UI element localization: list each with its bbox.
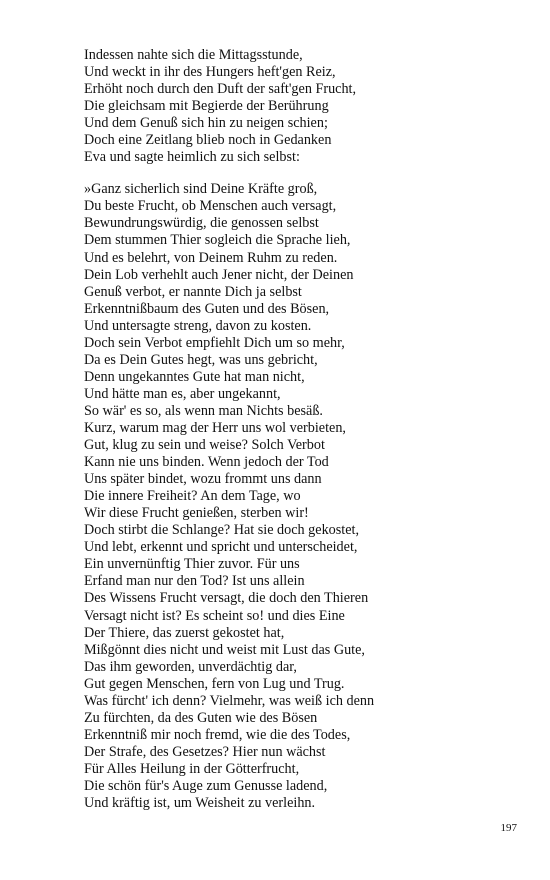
poem-line: Kurz, warum mag der Herr uns wol verbieten, — [84, 419, 346, 436]
poem-line: Genuß verbot, er nannte Dich ja selbst — [84, 283, 302, 300]
poem-line: Uns später bindet, wozu frommt uns dann — [84, 471, 322, 488]
poem-line: Doch eine Zeitlang blieb noch in Gedanken — [84, 132, 332, 149]
poem-line: Erkenntnißbaum des Guten und des Bösen, — [84, 300, 330, 317]
poem-line: Doch sein Verbot empfiehlt Dich um so mehr, — [84, 334, 345, 351]
stanza-2 — [84, 181, 504, 812]
poem-line: Erfand man nur den Tod? Ist uns allein — [84, 573, 305, 590]
poem-line: Gut gegen Menschen, fern von Lug und Trug. — [84, 675, 345, 692]
poem-line: Mißgönnt dies nicht und weist mit Lust das Gute, — [84, 641, 365, 658]
poem-line: Denn ungekanntes Gute hat man nicht, — [84, 368, 305, 385]
poem-line: Das ihm geworden, unverdächtig dar, — [84, 658, 297, 675]
poem-line: Bewundrungswürdig, die genossen selbst — [84, 215, 319, 232]
poem-text — [84, 47, 504, 812]
poem-line: Erkenntniß mir noch fremd, wie die des Todes, — [84, 726, 351, 743]
poem-line: Und dem Genuß sich hin zu neigen schien; — [84, 115, 328, 132]
poem-line: Versagt nicht ist? Es scheint so! und dies Eine — [84, 607, 345, 624]
poem-line: Dem stummen Thier sogleich die Sprache lieh, — [84, 232, 351, 249]
poem-line: Gut, klug zu sein und weise? Solch Verbot — [84, 437, 325, 454]
poem-line: Da es Dein Gutes hegt, was uns gebricht, — [84, 351, 318, 368]
poem-line: Die schön für's Auge zum Genusse ladend, — [84, 777, 328, 794]
poem-line: Was fürcht' ich denn? Vielmehr, was weiß ich denn — [84, 692, 375, 709]
poem-line: Und weckt in ihr des Hungers heft'gen Reiz, — [84, 64, 336, 81]
poem-line: Und untersagte streng, davon zu kosten. — [84, 317, 312, 334]
poem-line: Indessen nahte sich die Mittagsstunde, — [84, 47, 303, 63]
poem-line: Du beste Frucht, ob Menschen auch versagt, — [84, 198, 337, 215]
page-number: 197 — [500, 822, 517, 834]
poem-line: Der Strafe, des Gesetzes? Hier nun wächst — [84, 743, 326, 760]
poem-line: Der Thiere, das zuerst gekostet hat, — [84, 624, 285, 641]
poem-line: Kann nie uns binden. Wenn jedoch der Tod — [84, 454, 329, 471]
poem-line: »Ganz sicherlich sind Deine Kräfte groß, — [84, 181, 318, 198]
poem-line: Und lebt, erkennt und spricht und unterscheidet, — [84, 539, 358, 556]
poem-line: Eva und sagte heimlich zu sich selbst: — [84, 149, 300, 166]
poem-line: Und kräftig ist, um Weisheit zu verleihn. — [84, 795, 316, 812]
poem-line: Erhöht noch durch den Duft der saft'gen Frucht, — [84, 81, 357, 98]
poem-line: Die gleichsam mit Begierde der Berührung — [84, 98, 329, 115]
poem-line: Zu fürchten, da des Guten wie des Bösen — [84, 709, 318, 726]
poem-line: Und hätte man es, aber ungekannt, — [84, 385, 281, 402]
stanza-1 — [84, 47, 504, 166]
poem-line: Wir diese Frucht genießen, sterben wir! — [84, 505, 309, 522]
poem-line: Doch stirbt die Schlange? Hat sie doch gekostet, — [84, 522, 360, 539]
poem-line: Ein unvernünftig Thier zuvor. Für uns — [84, 556, 300, 573]
poem-line: Für Alles Heilung in der Götterfrucht, — [84, 760, 300, 777]
poem-line: So wär' es so, als wenn man Nichts besäß. — [84, 402, 323, 419]
poem-line: Dein Lob verhehlt auch Jener nicht, der Deinen — [84, 266, 354, 283]
poem-line: Und es belehrt, von Deinem Ruhm zu reden. — [84, 249, 338, 266]
poem-line: Die innere Freiheit? An dem Tage, wo — [84, 488, 301, 505]
poem-line: Des Wissens Frucht versagt, die doch den Thieren — [84, 590, 369, 607]
